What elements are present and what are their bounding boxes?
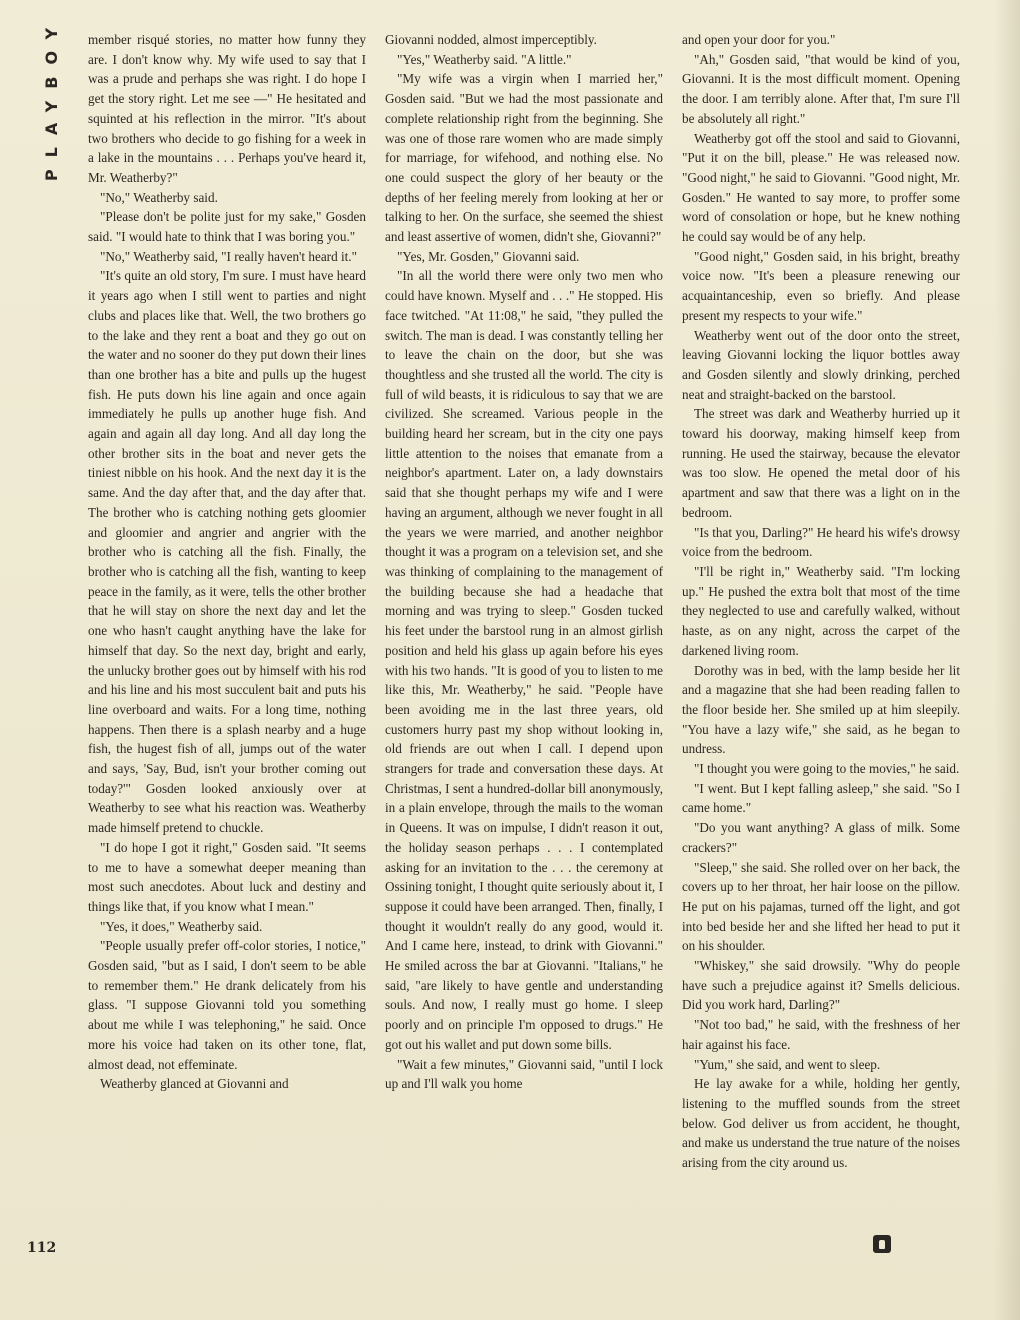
article-columns xyxy=(88,30,960,1245)
paragraph: Giovanni nodded, almost imperceptibly. xyxy=(385,32,597,47)
paragraph: "Yes," Weatherby said. "A little." xyxy=(397,51,572,67)
page-edge-shadow xyxy=(994,0,1020,1320)
paragraph: "Do you want anything? A glass of milk. Some crackers?" xyxy=(682,820,960,855)
text-column-2 xyxy=(385,30,663,1245)
paragraph: Dorothy was in bed, with the lamp beside her lit and a magazine that she had been reading fallen to the floor beside her. She smiled up at him sleepily. "You have a lazy wife," she said, as he began to undress. xyxy=(682,662,960,757)
paragraph: "My wife was a virgin when I married her," Gosden said. "But we had the most passionate and complete relationship right from the beginning. She was one of those rare women who are made simply for marriage, for wifehood, and nothing else. No one could suspect the glory of her beauty or the depths of her feeling merely from looking at her or talking to her. On the surface, she seemed the shiest and least assertive of women, didn't she, Giovanni?" xyxy=(385,71,663,245)
rabbit-end-mark-icon xyxy=(873,1235,891,1253)
paragraph: "It's quite an old story, I'm sure. I must have heard it years ago when I still went to parties and night clubs and places like that. Well, the two brothers go to the lake and they rent a boat and they go out on the water and no sooner do they put down their lines than one brother has a bite and pulls up the hugest fish. He puts down his line again and once again immediately he pulls up another huge fish. And again and again all day long. And all day long the other brother sits in the boat and never gets the tiniest nibble on his hook. And the next day it is the same. And the day after that, and the day after that. The brother who is catching nothing gets gloomier and gloomier and angrier and angrier with the brother who is catching all the fish. Finally, the brother who is catching all the fish, wanting to keep peace in the family, as it were, tells the other brother that he will stay on shore the next day and let the one who hasn't caught anything have the lake for himself that day. So the next day, bright and early, the unlucky brother goes out by himself with his rod and his line and his most succulent bait and puts his line overboard and waits. For a long time, nothing happens. Then there is a splash nearby and a huge fish, the hugest fish of all, jumps out of the water and says, 'Say, Bud, isn't your brother coming out today?'" Gosden looked anxiously over at Weatherby to see what his reaction was. Weatherby made himself pretend to chuckle. xyxy=(88,268,366,836)
paragraph: member risqué stories, no matter how funny they are. I don't know why. My wife used to say that I was a prude and perhaps she was right. I do hope I get the story right. Let me see —" He hesitated and squinted at his reflection in the mirror. "It's about two brothers who decide to go fishing for a week in a lake in the mountains . . . Perhaps you've heard it, Mr. Weatherby?" xyxy=(88,32,366,185)
paragraph: "Ah," Gosden said, "that would be kind of you, Giovanni. It is the most difficult moment. Opening the door. I am terribly alone. After that, I'm sure I'll be absolutely all right." xyxy=(682,51,960,126)
paragraph: "No," Weatherby said, "I really haven't heard it." xyxy=(100,248,357,264)
paragraph: "Good night," Gosden said, in his bright, breathy voice now. "It's been a pleasure renewing our acquaintanceship, even so briefly. And please present my respects to your wife." xyxy=(682,248,960,323)
paragraph: "Not too bad," he said, with the freshness of her hair against his face. xyxy=(682,1017,960,1052)
paragraph: Weatherby went out of the door onto the street, leaving Giovanni locking the liquor bottles away and Gosden silently and slowly drinking, perched neat and straight-backed on the barstool. xyxy=(682,327,960,402)
paragraph: "Yes, Mr. Gosden," Giovanni said. xyxy=(397,248,580,264)
masthead-text: PLAYBOY xyxy=(42,15,62,181)
paragraph: "Yes, it does," Weatherby said. xyxy=(100,918,263,934)
paragraph: "I went. But I kept falling asleep," she said. "So I came home." xyxy=(682,780,960,816)
paragraph: "Yum," she said, and went to sleep. xyxy=(694,1056,881,1072)
paragraph: Weatherby got off the stool and said to Giovanni, "Put it on the bill, please." He was released now. "Good night," he said to Giovanni. "Good night, Mr. Gosden." He wanted to say more, to proffer some word of consolation or hope, but he knew nothing he could say would be of any help. xyxy=(682,130,960,245)
text-column-1 xyxy=(88,30,366,1245)
paragraph: He lay awake for a while, holding her gently, listening to the muffled sounds from the street below. God deliver us from accident, he thought, and make us understand the true nature of the noises arising from the city around us. xyxy=(682,1076,960,1171)
paragraph: "No," Weatherby said. xyxy=(100,189,218,205)
paragraph: "Sleep," she said. She rolled over on her back, the covers up to her throat, her hair loose on the pillow. He put on his pajamas, turned off the light, and got into bed beside her and she lifted her head to put it on his shoulder. xyxy=(682,859,960,954)
paragraph: "I do hope I got it right," Gosden said. "It seems to me to have a somewhat deeper meaning than most such anecdotes. About luck and destiny and things like that, if you know what I mean." xyxy=(88,839,366,914)
paragraph: "In all the world there were only two men who could have known. Myself and . . ." He stopped. His face twitched. "At 11:08," he said, "they pulled the switch. The man is dead. I was constantly telling her to leave the chain on the door, but she was thoughtless and she trusted all the world. The city is full of wild beasts, it is ridiculous to say that we are civilized. She screamed. Various people in the building heard her scream, but in the city one pays little attention to the noises that emanate from a neighbor's apartment. Later on, a lady downstairs said that she thought perhaps my wife and I were having an argument, although we never fought in all the years we were married, and another neighbor thought it was a program on a television set, and she was thinking of complaining to the management of the building because she had a headache that morning and was trying to sleep." Gosden tucked his feet under the barstool rung in an almost girlish position and held his glass up again before his eyes with his two hands. "It is good of you to listen to me like this, Mr. Weatherby," he said. "People have been avoiding me in the last three years, old customers hurry past my shop without looking in, old friends are out when I call. I depend upon strangers for trade and conversation these days. At Christmas, I sent a hundred-dollar bill anonymously, in a plain envelope, through the mails to the woman in Queens. It was on impulse, I didn't reason it out, the holiday season perhaps . . . I contemplated asking for an invitation to the . . . the ceremony at Ossining tonight, I thought quite seriously about it, I suppose it could have been arranged. Then, finally, I thought it wouldn't really do any good, would it. And I came here, instead, to drink with Giovanni." He smiled across the bar at Giovanni. "Italians," he said, "are likely to have gentle and understanding souls. And now, I really must go home. I sleep poorly and on principle I'm opposed to drugs." He got out his wallet and put down some bills. xyxy=(385,268,663,1052)
paragraph: "Please don't be polite just for my sake," Gosden said. "I would hate to think that I was boring you." xyxy=(88,209,366,245)
masthead-vertical xyxy=(40,15,64,181)
paragraph: Weatherby glanced at Giovanni and xyxy=(100,1076,289,1092)
paragraph: and open your door for you." xyxy=(682,32,836,47)
page-number: 112 xyxy=(27,1240,57,1256)
paragraph: The street was dark and Weatherby hurried up it toward his doorway, making himself keep from running. He used the stairway, because the elevator was too slow. He opened the metal door of his apartment and saw that there was a light on in the bedroom. xyxy=(682,406,960,520)
paragraph: "Wait a few minutes," Giovanni said, "until I lock up and I'll walk you home xyxy=(385,1056,663,1092)
paragraph: "Whiskey," she said drowsily. "Why do people have such a prejudice against it? Smells delicious. Did you work hard, Darling?" xyxy=(682,958,960,1013)
paragraph: "I'll be right in," Weatherby said. "I'm locking up." He pushed the extra bolt that most of the time they neglected to use and carefully walked, without haste, as on any night, across the carpet of the darkened living room. xyxy=(682,563,960,658)
paragraph: "People usually prefer off-color stories, I notice," Gosden said, "but as I said, I don't seem to be able to remember them." He drank delicately from his glass. "I suppose Giovanni told you something about me while I was telephoning," he said. Once more his voice had taken on its other tone, flat, almost dead, not effeminate. xyxy=(88,938,366,1072)
paragraph: "Is that you, Darling?" He heard his wife's drowsy voice from the bedroom. xyxy=(682,524,960,560)
paragraph: "I thought you were going to the movies," he said. xyxy=(694,761,960,777)
text-column-3 xyxy=(682,30,960,1245)
